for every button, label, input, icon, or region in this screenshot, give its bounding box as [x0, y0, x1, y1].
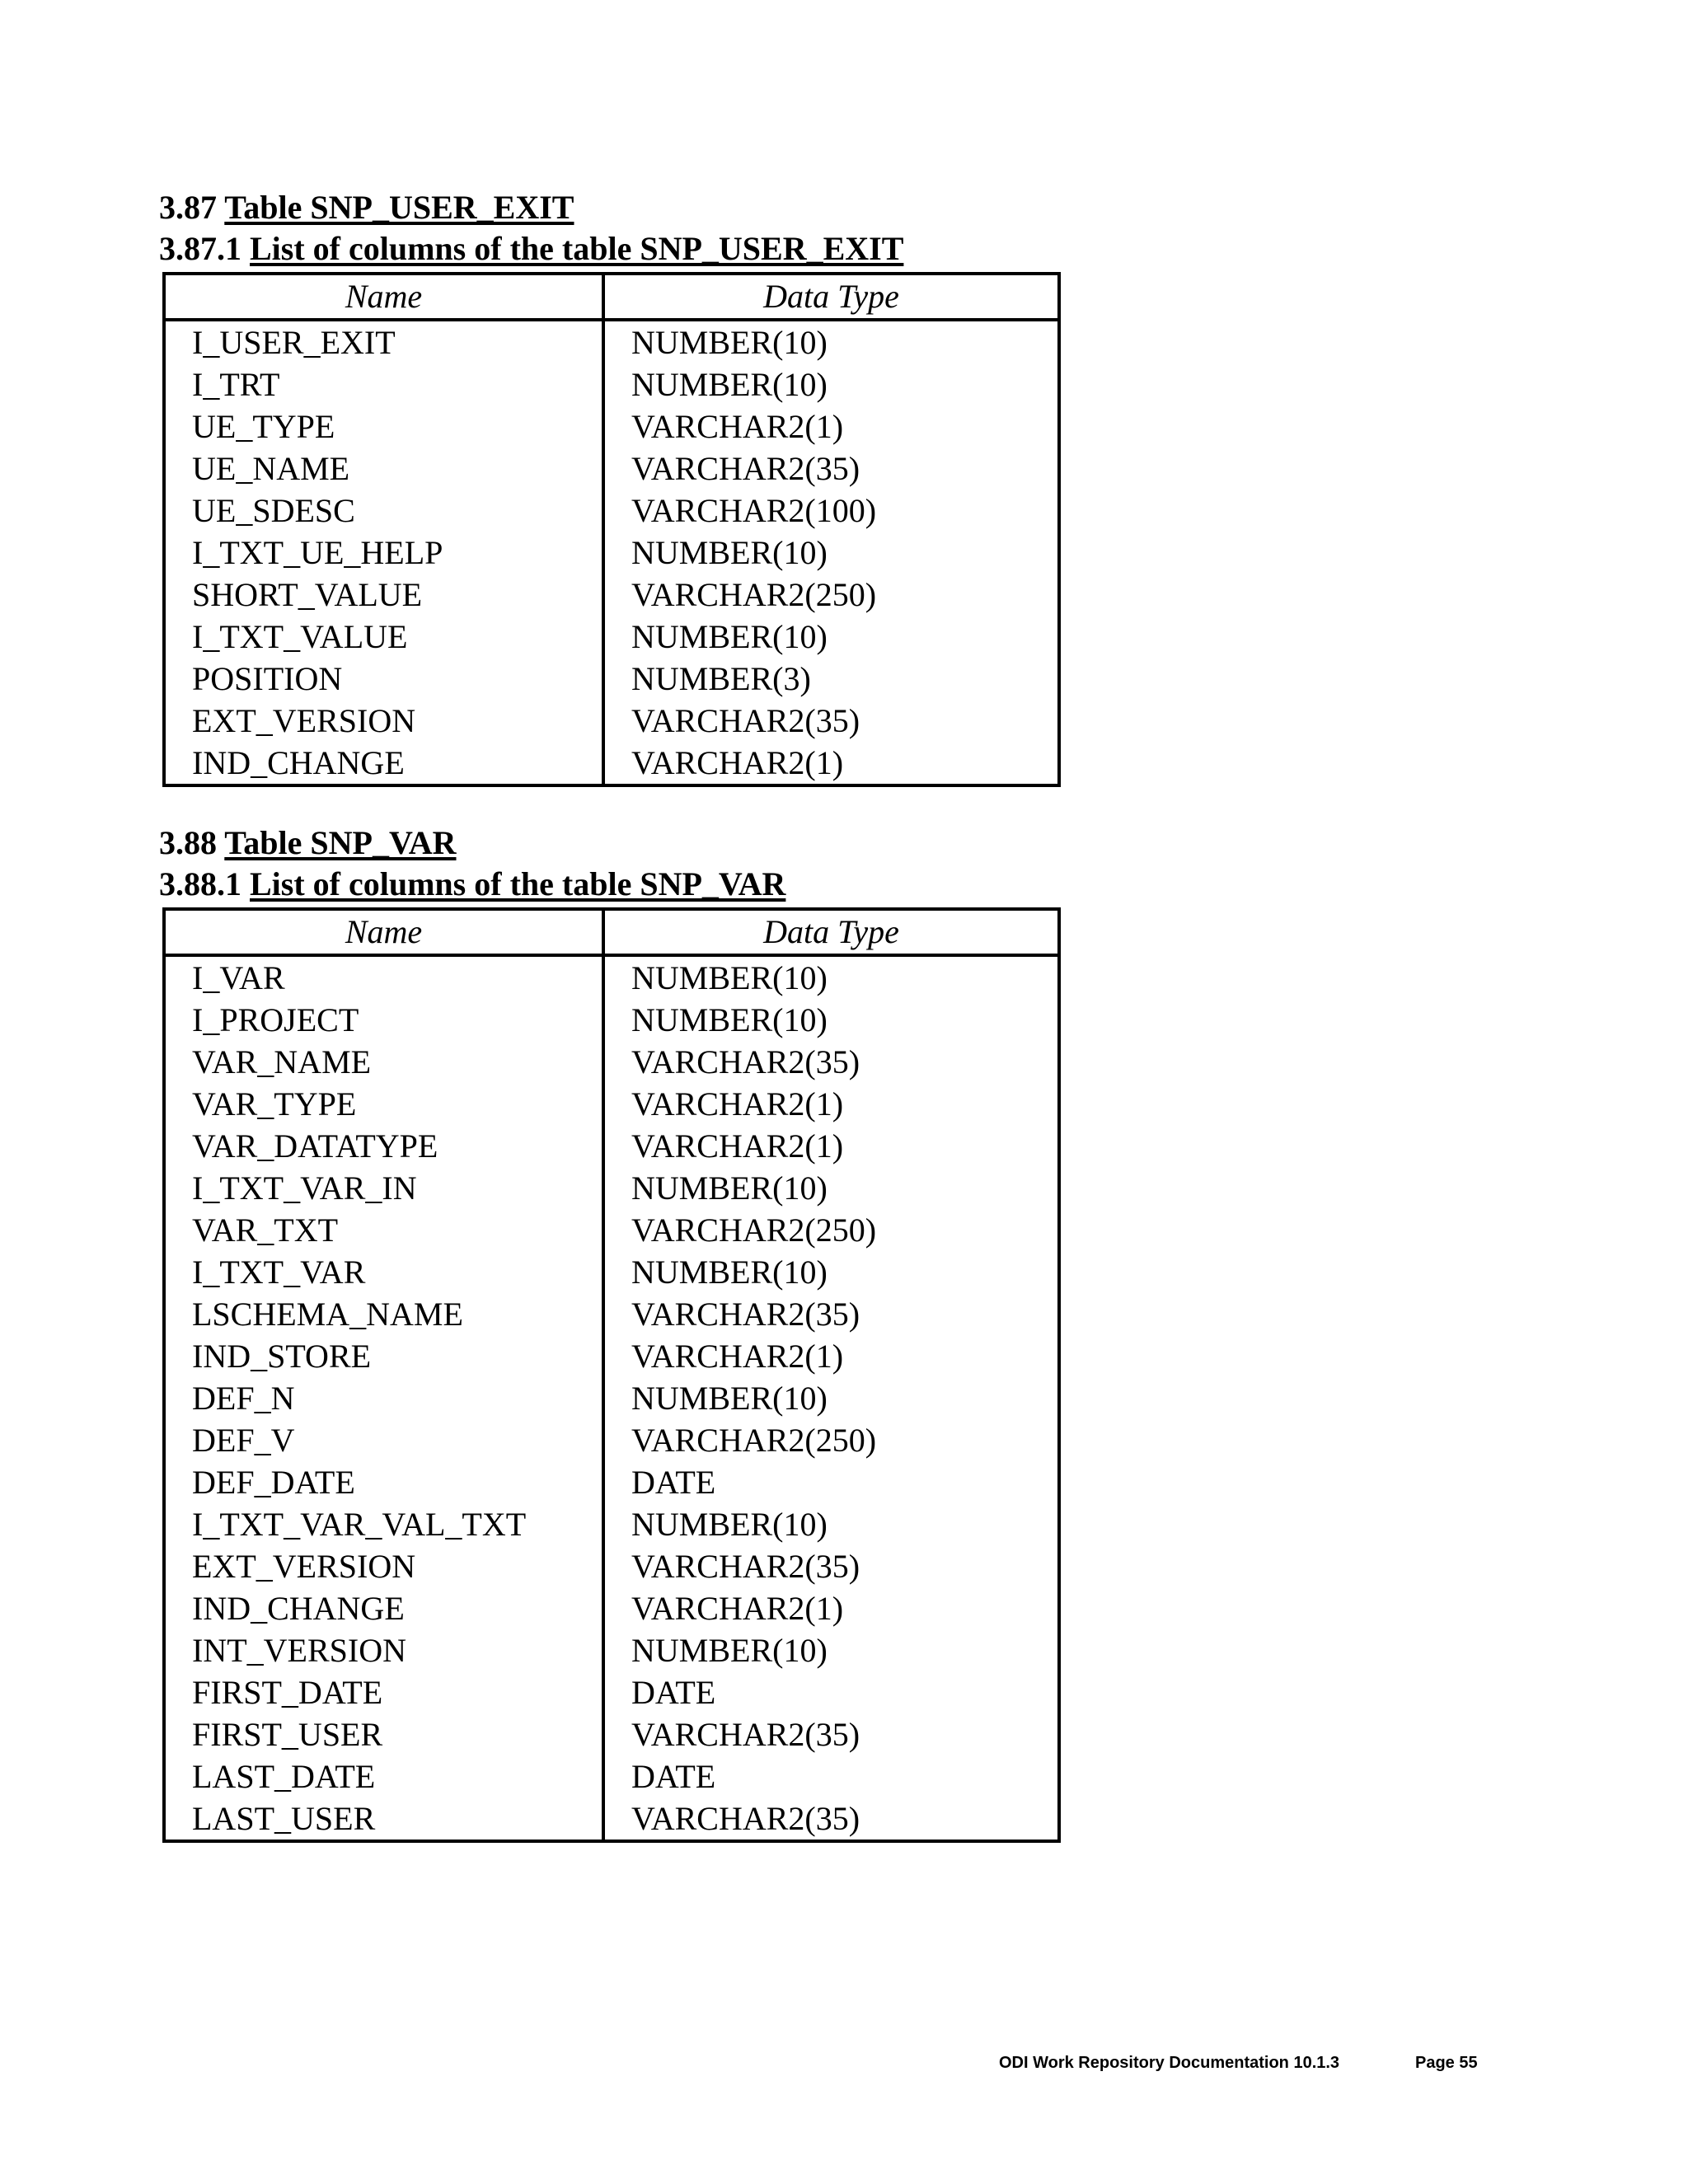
- column-name-cell: IND_STORE: [192, 1338, 372, 1375]
- column-type-cell: VARCHAR2(35): [631, 1043, 860, 1080]
- column-name-cell: VAR_TXT: [192, 1212, 339, 1249]
- columns-table-snp-user-exit: [162, 272, 1061, 787]
- section-title: Table SNP_USER_EXIT: [224, 189, 574, 226]
- column-type-cell: VARCHAR2(1): [631, 1338, 844, 1375]
- table-body: [166, 957, 1057, 1840]
- subsection-heading-3-88-1: [159, 865, 785, 903]
- column-name-cell: DEF_DATE: [192, 1464, 355, 1501]
- subsection-title: List of columns of the table SNP_USER_EXIT: [250, 230, 904, 267]
- column-name-cell: SHORT_VALUE: [192, 576, 423, 613]
- column-name-cell: LAST_USER: [192, 1800, 376, 1837]
- column-name-cell: IND_CHANGE: [192, 744, 405, 781]
- column-name-cell: VAR_DATATYPE: [192, 1127, 438, 1165]
- section-heading-3-87: [159, 189, 574, 227]
- column-name-cell: UE_TYPE: [192, 408, 335, 445]
- column-type-cell: VARCHAR2(250): [631, 576, 877, 613]
- column-name-cell: I_TXT_VAR_IN: [192, 1169, 417, 1207]
- column-name-cell: LAST_DATE: [192, 1758, 376, 1795]
- section-number: 3.88: [159, 824, 217, 861]
- column-name-cell: VAR_NAME: [192, 1043, 372, 1080]
- name-column: [166, 321, 605, 784]
- column-type-cell: NUMBER(10): [631, 1254, 828, 1291]
- column-type-cell: VARCHAR2(250): [631, 1422, 877, 1459]
- column-name-cell: LSCHEMA_NAME: [192, 1296, 463, 1333]
- footer-page-number: Page 55: [1415, 2054, 1478, 2072]
- column-name-cell: INT_VERSION: [192, 1632, 406, 1669]
- column-type-cell: NUMBER(10): [631, 1506, 828, 1543]
- section-heading-3-88: [159, 824, 456, 862]
- column-type-cell: NUMBER(10): [631, 1169, 828, 1207]
- column-name-cell: FIRST_DATE: [192, 1674, 383, 1711]
- column-name-cell: I_VAR: [192, 959, 285, 996]
- column-name-cell: I_TXT_VAR_VAL_TXT: [192, 1506, 527, 1543]
- column-type-cell: NUMBER(10): [631, 1001, 828, 1038]
- data-type-column: [605, 957, 1057, 1840]
- column-name-cell: EXT_VERSION: [192, 702, 416, 739]
- column-type-cell: VARCHAR2(250): [631, 1212, 877, 1249]
- column-name-cell: I_TXT_UE_HELP: [192, 534, 443, 571]
- column-name-cell: I_PROJECT: [192, 1001, 359, 1038]
- section-title: Table SNP_VAR: [224, 824, 457, 861]
- column-name-cell: I_TXT_VAR: [192, 1254, 366, 1291]
- column-type-cell: VARCHAR2(1): [631, 408, 844, 445]
- column-name-cell: EXT_VERSION: [192, 1548, 416, 1585]
- table-body: [166, 321, 1057, 784]
- column-name-cell: POSITION: [192, 660, 343, 697]
- header-name: Name: [166, 275, 605, 318]
- footer-doc-title: ODI Work Repository Documentation 10.1.3: [999, 2054, 1340, 2072]
- columns-table-snp-var: [162, 907, 1061, 1843]
- column-type-cell: VARCHAR2(100): [631, 492, 877, 529]
- column-name-cell: DEF_N: [192, 1380, 295, 1417]
- column-type-cell: VARCHAR2(35): [631, 1548, 860, 1585]
- table-header: [166, 275, 1057, 321]
- column-type-cell: VARCHAR2(1): [631, 1590, 844, 1627]
- column-name-cell: I_USER_EXIT: [192, 324, 396, 361]
- data-type-column: [605, 321, 1057, 784]
- column-name-cell: VAR_TYPE: [192, 1085, 357, 1122]
- column-type-cell: DATE: [631, 1758, 716, 1795]
- column-type-cell: VARCHAR2(1): [631, 1127, 844, 1165]
- subsection-number: 3.88.1: [159, 865, 241, 902]
- column-type-cell: VARCHAR2(35): [631, 1800, 860, 1837]
- subsection-title: List of columns of the table SNP_VAR: [250, 865, 786, 902]
- column-type-cell: NUMBER(10): [631, 1380, 828, 1417]
- subsection-heading-3-87-1: [159, 230, 903, 268]
- subsection-number: 3.87.1: [159, 230, 241, 267]
- column-type-cell: NUMBER(10): [631, 534, 828, 571]
- header-data-type: Data Type: [763, 278, 899, 315]
- column-type-cell: NUMBER(10): [631, 366, 828, 403]
- column-name-cell: FIRST_USER: [192, 1716, 383, 1753]
- column-type-cell: VARCHAR2(35): [631, 702, 860, 739]
- column-type-cell: VARCHAR2(35): [631, 450, 860, 487]
- header-data-type: Data Type: [763, 913, 899, 950]
- column-name-cell: I_TRT: [192, 366, 280, 403]
- column-name-cell: I_TXT_VALUE: [192, 618, 408, 655]
- column-type-cell: NUMBER(10): [631, 1632, 828, 1669]
- column-type-cell: VARCHAR2(35): [631, 1716, 860, 1753]
- column-type-cell: VARCHAR2(1): [631, 1085, 844, 1122]
- column-type-cell: NUMBER(10): [631, 959, 828, 996]
- column-name-cell: IND_CHANGE: [192, 1590, 405, 1627]
- header-name: Name: [166, 911, 605, 954]
- name-column: [166, 957, 605, 1840]
- column-name-cell: UE_SDESC: [192, 492, 355, 529]
- column-name-cell: UE_NAME: [192, 450, 350, 487]
- column-type-cell: NUMBER(10): [631, 324, 828, 361]
- column-type-cell: NUMBER(10): [631, 618, 828, 655]
- column-type-cell: DATE: [631, 1464, 716, 1501]
- column-name-cell: DEF_V: [192, 1422, 295, 1459]
- column-type-cell: DATE: [631, 1674, 716, 1711]
- section-number: 3.87: [159, 189, 217, 226]
- column-type-cell: VARCHAR2(35): [631, 1296, 860, 1333]
- column-type-cell: VARCHAR2(1): [631, 744, 844, 781]
- column-type-cell: NUMBER(3): [631, 660, 811, 697]
- table-header: [166, 911, 1057, 957]
